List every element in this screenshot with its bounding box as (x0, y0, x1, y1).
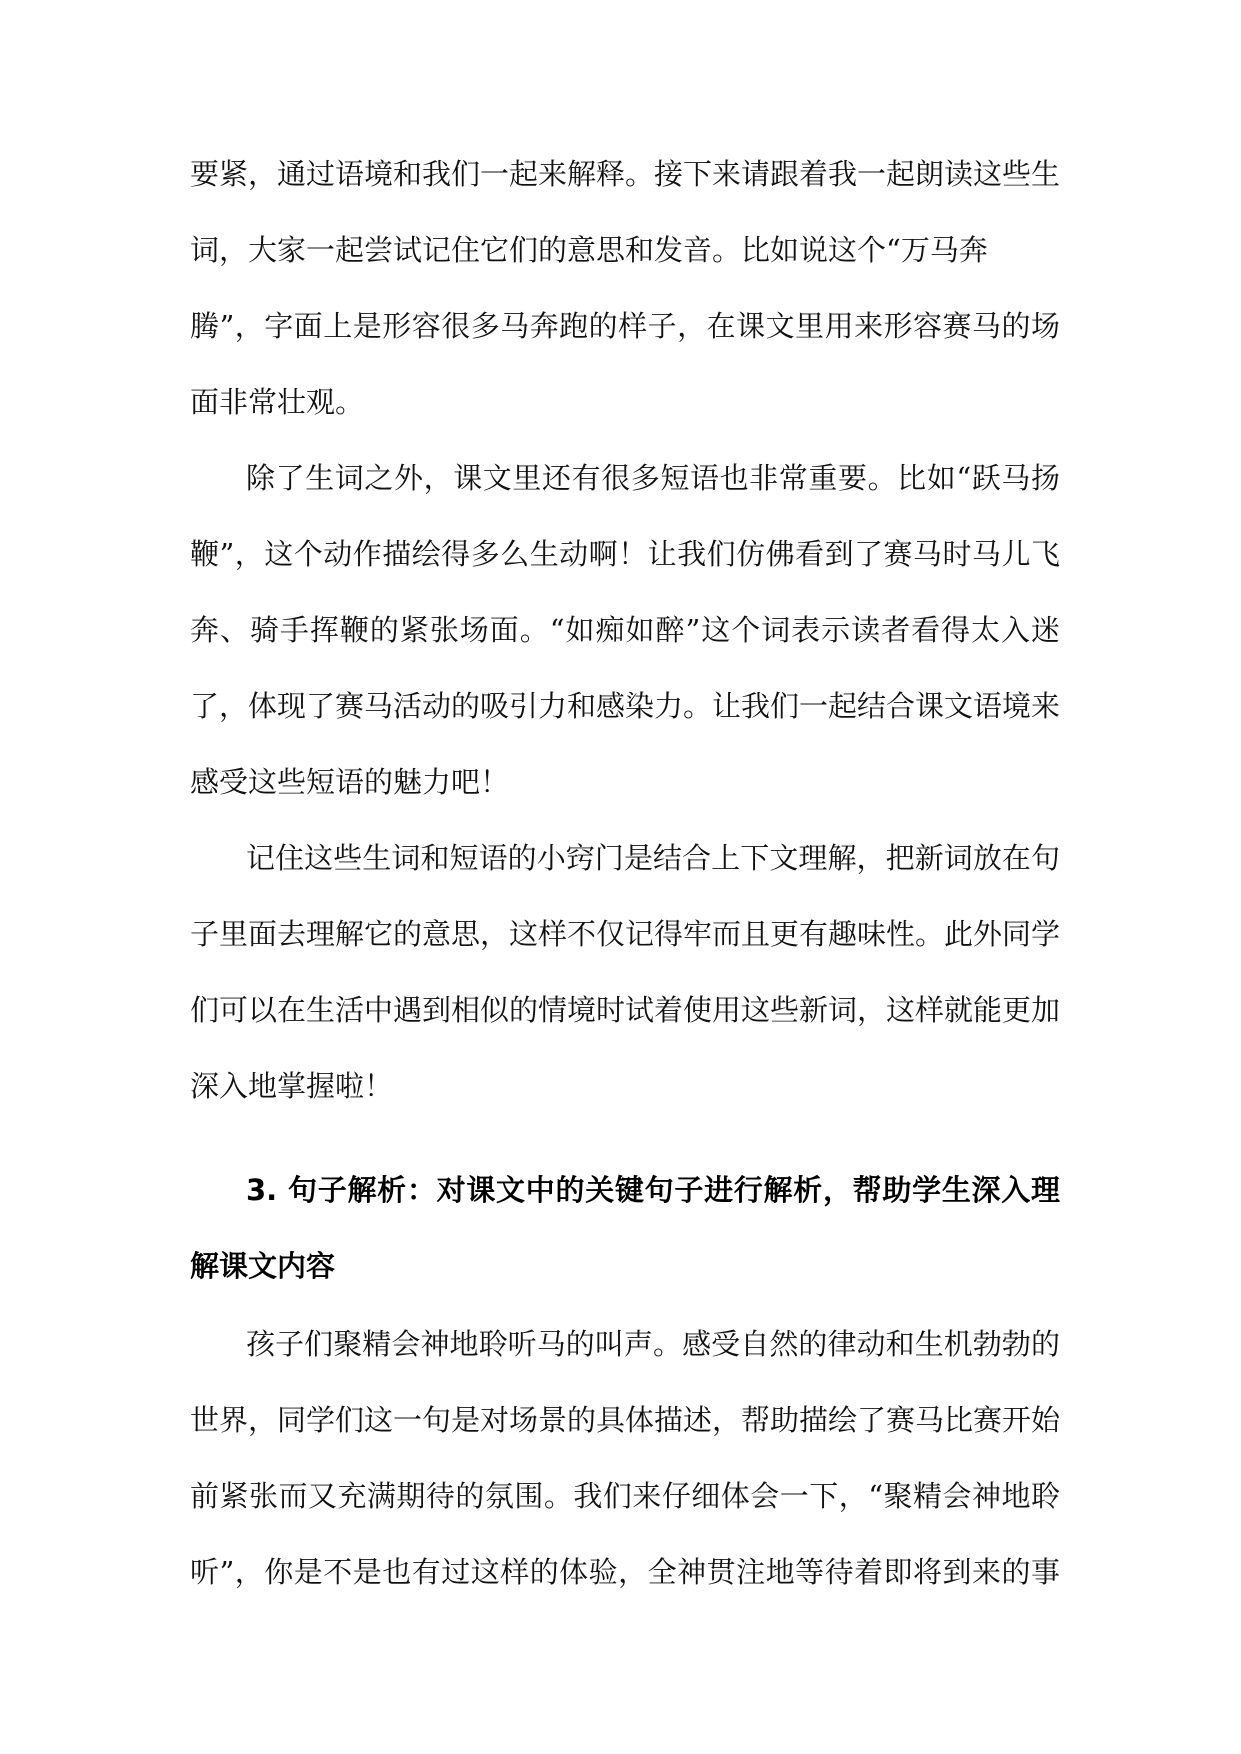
text-line: 面非常壮观。 (190, 385, 365, 419)
text-line: 子里面去理解它的意思，这样不仅记得牢而且更有趣味性。此外同学 (190, 917, 1061, 951)
text-line: 世界，同学们这一句是对场景的具体描述，帮助描绘了赛马比赛开始 (190, 1403, 1061, 1437)
text-line: 记住这些生词和短语的小窍门是结合上下文理解，把新词放在句 (246, 841, 1060, 875)
text-line: 了，体现了赛马活动的吸引力和感染力。让我们一起结合课文语境来 (190, 689, 1061, 723)
text-line: 们可以在生活中遇到相似的情境时试着使用这些新词，这样就能更加 (190, 993, 1061, 1027)
text-line: 感受这些短语的魅力吧！ (190, 765, 510, 799)
text-line: 除了生词之外，课文里还有很多短语也非常重要。比如“跃马扬 (246, 461, 1060, 495)
section-heading-continuation: 解课文内容 (190, 1249, 336, 1283)
text-line: 词，大家一起尝试记住它们的意思和发音。比如说这个“万马奔 (190, 233, 988, 267)
text-line: 深入地掌握啦！ (190, 1069, 394, 1103)
text-line: 鞭”，这个动作描绘得多么生动啊！让我们仿佛看到了赛马时马儿飞 (190, 537, 1060, 571)
text-line: 腾”，字面上是形容很多马奔跑的样子，在课文里用来形容赛马的场 (190, 309, 1060, 343)
text-line: 要紧，通过语境和我们一起来解释。接下来请跟着我一起朗读这些生 (190, 157, 1061, 191)
text-line: 孩子们聚精会神地聆听马的叫声。感受自然的律动和生机勃勃的 (246, 1327, 1060, 1361)
text-line: 听”，你是不是也有过这样的体验，全神贯注地等待着即将到来的事 (190, 1555, 1060, 1589)
text-line: 前紧张而又充满期待的氛围。我们来仔细体会一下，“聚精会神地聆 (190, 1479, 1060, 1513)
text-line: 奔、骑手挥鞭的紧张场面。“如痴如醉”这个词表示读者看得太入迷 (190, 613, 1060, 647)
section-heading: 3. 句子解析：对课文中的关键句子进行解析，帮助学生深入理 (246, 1173, 1060, 1207)
